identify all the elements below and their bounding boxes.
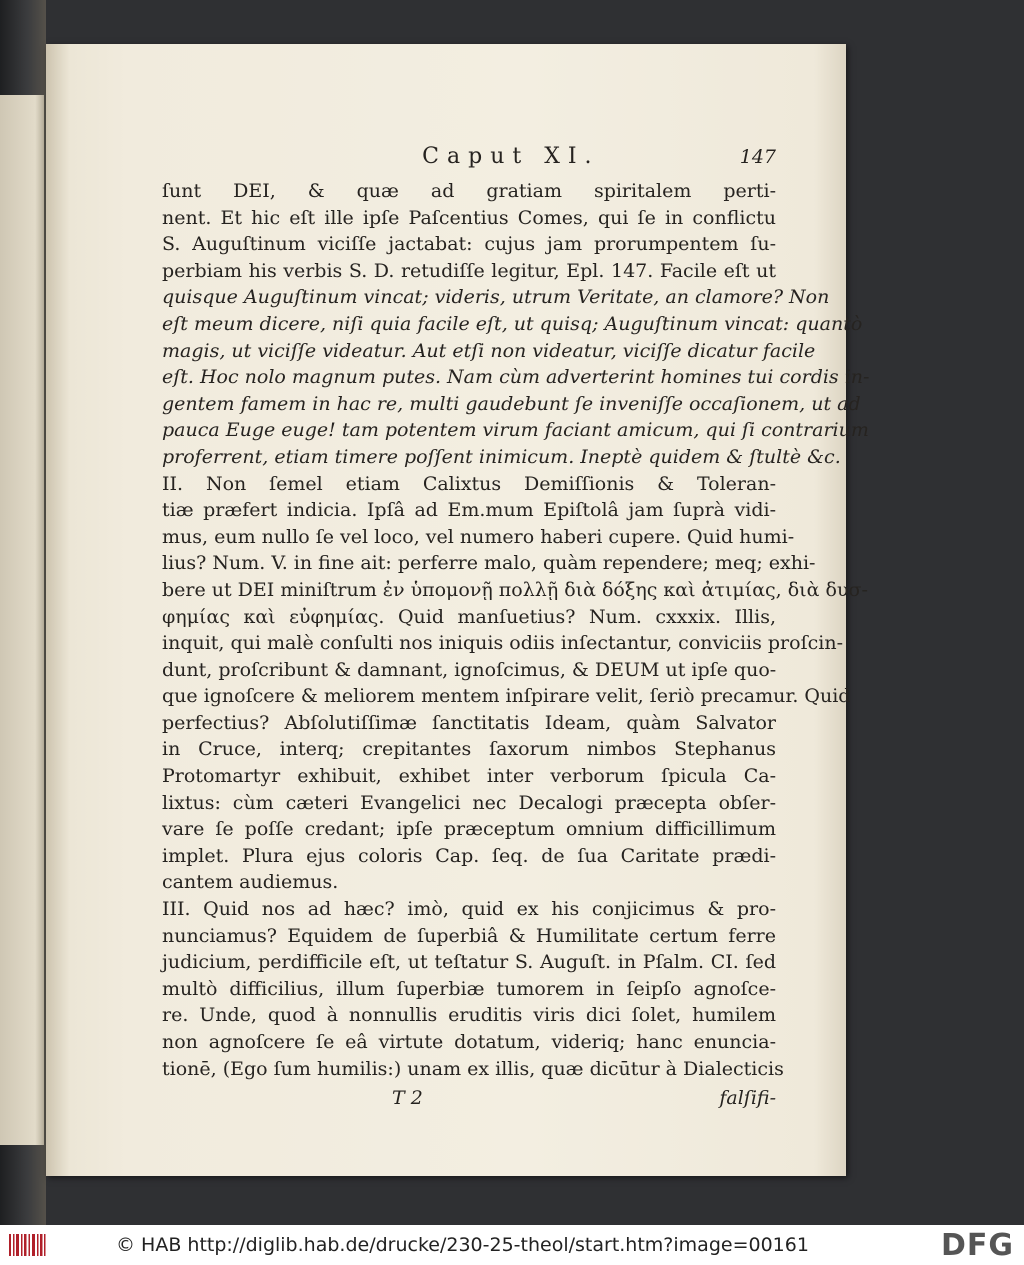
text-line: eſt meum dicere, niſi quia facile eſt, ut quisq; Auguſtinum vincat: quantò [162, 312, 863, 335]
text-line: multò difficilius, illum ſuperbiæ tumorem in ſeipſo agnoſce- [162, 977, 776, 1000]
text-line: Protomartyr exhibuit, exhibet inter verborum ſpicula Ca- [162, 765, 776, 788]
text-line: bere ut DEI miniſtrum ἐν ὑπομονῇ πολλῇ διὰ δόξης καὶ ἀτιμίας, διὰ δυσ- [162, 578, 868, 601]
signature-mark: T 2 [392, 1087, 423, 1110]
text-line: re. Unde, quod à nonnullis eruditis viris dici ſolet, humilem [162, 1004, 776, 1027]
running-head [162, 144, 776, 176]
text-line: in Cruce, interq; crepitantes ſaxorum nimbos Stephanus [162, 738, 776, 761]
text-line: pauca Euge euge! tam potentem virum faciant amicum, qui ſi contrarium [162, 419, 869, 442]
text-line: III. Quid nos ad hæc? imò, quid ex his conjicimus & pro- [162, 898, 776, 921]
text-line: nent. Et hic eſt ille ipſe Paſcentius Comes, qui ſe in conflictu [162, 206, 776, 229]
text-line: vare ſe poſſe credant; ipſe præceptum omnium difficillimum [162, 818, 776, 841]
book-page [46, 44, 870, 1176]
text-line: inquit, qui malè conſulti nos iniquis odiis inſectantur, conviciis proſcin- [162, 632, 843, 655]
text-line: eſt. Hoc nolo magnum putes. Nam cùm adverterint homines tui cordis in- [162, 366, 870, 389]
text-line: lius? Num. V. in fine ait: perferre malo, quàm rependere; meq; exhi- [162, 552, 816, 575]
viewer-footer [0, 1225, 1024, 1265]
dfg-logo: DFG [940, 1227, 1014, 1263]
text-line: II. Non ſemel etiam Calixtus Demiſſionis & Toleran- [162, 472, 776, 495]
text-line: perfectius? Abſolutiſſimæ ſanctitatis Ideam, quàm Salvator [162, 711, 776, 734]
page-text [162, 144, 870, 1112]
previous-page-edge [0, 95, 44, 1145]
running-title: Caput XI. [422, 144, 600, 169]
text-line: tiæ præfert indicia. Ipſâ ad Em.mum Epiſtolâ jam ſuprà vidi- [162, 499, 776, 522]
page-number: 147 [739, 146, 776, 168]
text-line: lixtus: cùm cæteri Evangelici nec Decalogi præcepta obſer- [162, 791, 776, 814]
copyright-link[interactable]: © HAB http://diglib.hab.de/drucke/230-25-theol/start.htm?image=00161 [116, 1234, 809, 1256]
text-line: que ignoſcere & meliorem mentem inſpirare velit, ſeriò precamur. Quid [162, 685, 851, 708]
text-line: ſunt DEI, & quæ ad gratiam spiritalem perti- [162, 180, 776, 202]
text-line: judicium, perdifficile eſt, ut teſtatur S. Auguſt. in Pſalm. CI. ſed [162, 951, 776, 974]
text-line: quisque Auguſtinum vincat; videris, utrum Veritate, an clamore? Non [162, 286, 830, 309]
text-line: tionē, (Ego ſum humilis:) unam ex illis, quæ dicūtur à Dialecticis [162, 1057, 784, 1080]
text-line: non agnoſcere ſe eâ virtute dotatum, videriq; hanc enuncia- [162, 1031, 776, 1053]
text-line: proferrent, etiam timere poſſent inimicum. Ineptè quidem & ſtultè &c. [162, 445, 841, 468]
text-line: cantem audiemus. [162, 871, 339, 894]
text-line: φημίας καὶ εὐφημίας. Quid manſuetius? Num. cxxxix. Illis, [162, 605, 776, 628]
body-text [162, 178, 870, 1082]
text-line: perbiam his verbis S. D. retudiſſe legitur, Epl. 147. Facile eſt ut [162, 259, 776, 282]
catchword: falſifi- [719, 1087, 776, 1110]
page-footer [162, 1084, 776, 1112]
text-line: implet. Plura ejus coloris Cap. ſeq. de ſua Caritate prædi- [162, 844, 776, 867]
text-line: S. Auguſtinum viciſſe jactabat: cujus jam prorumpentem ſu- [162, 233, 776, 256]
text-line: dunt, proſcribunt & damnant, ignoſcimus, & DEUM ut ipſe quo- [162, 658, 777, 681]
text-line: magis, ut viciſſe videatur. Aut etſi non videatur, viciſſe dicatur facile [162, 339, 816, 362]
text-line: nunciamus? Equidem de ſuperbiâ & Humilitate certum ferre [162, 924, 776, 947]
hab-barcode-icon [8, 1231, 48, 1259]
text-line: gentem famem in hac re, multi gaudebunt ſe inveniſſe occaſionem, ut ad [162, 392, 861, 415]
text-line: mus, eum nullo ſe vel loco, vel numero haberi cupere. Quid humi- [162, 525, 795, 548]
